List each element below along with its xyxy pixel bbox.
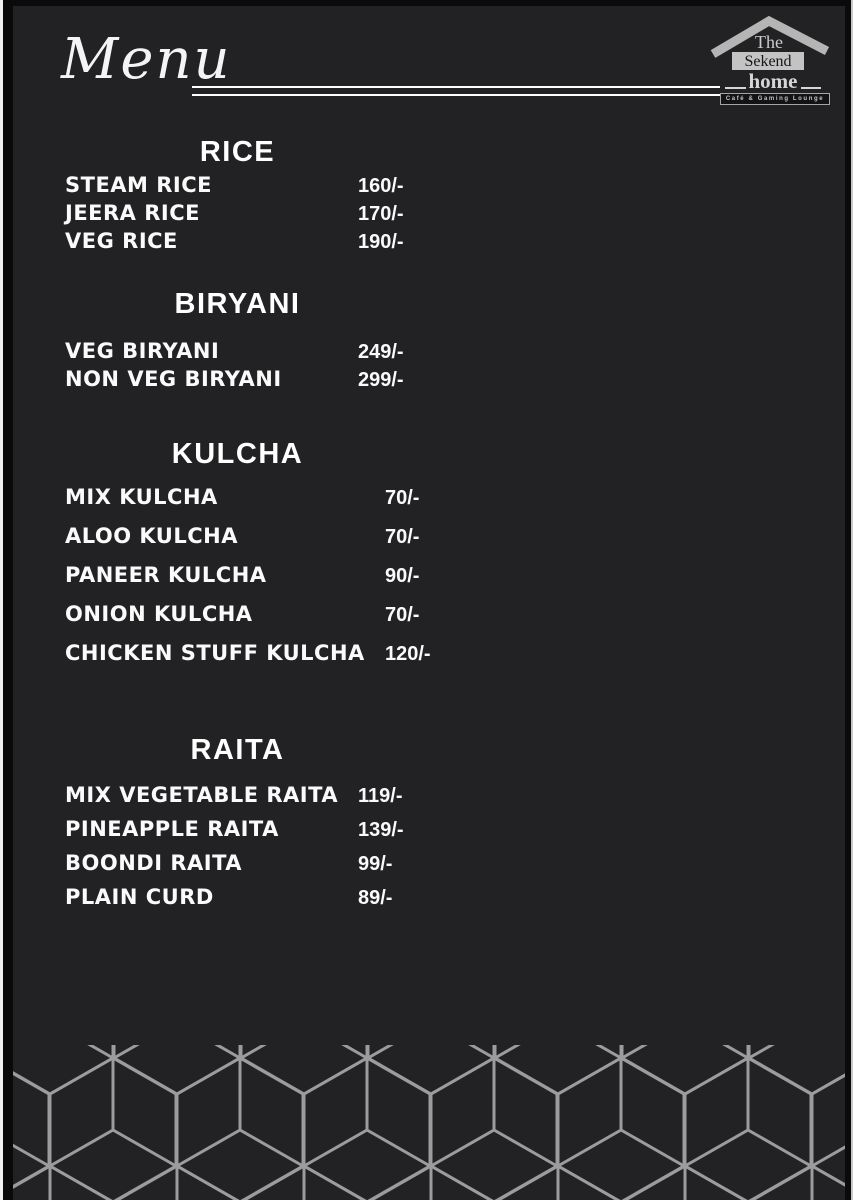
item-label: JEERA RICE — [65, 201, 200, 225]
menu-item — [65, 562, 545, 588]
item-label: VEG BIRYANI — [65, 339, 220, 363]
menu-item — [65, 200, 545, 226]
menu-item — [65, 640, 545, 666]
item-price: 120/- — [385, 643, 431, 665]
menu-sections — [13, 6, 845, 1046]
item-price: 170/- — [358, 203, 404, 225]
section-header-kulcha: KULCHA — [171, 438, 304, 470]
menu-item — [65, 884, 545, 910]
item-price: 160/- — [358, 175, 404, 197]
menu-card — [13, 6, 845, 1200]
brand-name-line2: Sekend — [732, 52, 804, 70]
menu-item — [65, 601, 545, 627]
page-title: Menu — [61, 27, 232, 92]
item-label: BOONDI RAITA — [65, 851, 243, 875]
brand-name-line3: home — [748, 69, 798, 93]
item-label: NON VEG BIRYANI — [65, 367, 282, 391]
item-label: CHICKEN STUFF KULCHA — [65, 641, 365, 665]
cube-pattern — [13, 1045, 845, 1200]
menu-item — [65, 366, 545, 392]
item-price: 70/- — [385, 604, 420, 626]
item-price: 190/- — [358, 231, 404, 253]
menu-item — [65, 228, 545, 254]
item-label: MIX VEGETABLE RAITA — [65, 783, 339, 807]
item-price: 299/- — [358, 369, 404, 391]
section-header-biryani: BIRYANI — [174, 288, 301, 320]
item-price: 139/- — [358, 819, 404, 841]
brand-tagline: Café & Gaming Lounge — [720, 93, 830, 105]
menu-item — [65, 338, 545, 364]
item-price: 119/- — [358, 785, 403, 807]
menu-item — [65, 782, 545, 808]
item-price: 249/- — [358, 341, 404, 363]
brand-name-line1: The — [755, 32, 783, 52]
item-price: 90/- — [385, 565, 420, 587]
section-header-rice: RICE — [199, 136, 276, 168]
item-label: PLAIN CURD — [65, 885, 214, 909]
menu-item — [65, 484, 545, 510]
menu-item — [65, 816, 545, 842]
item-price: 70/- — [385, 487, 420, 509]
item-label: PANEER KULCHA — [65, 563, 267, 587]
menu-item — [65, 172, 545, 198]
item-label: MIX KULCHA — [65, 485, 218, 509]
menu-item — [65, 523, 545, 549]
menu-item — [65, 850, 545, 876]
item-price: 99/- — [358, 853, 393, 875]
scan-edge-left — [0, 0, 3, 1200]
item-price: 70/- — [385, 526, 420, 548]
item-label: PINEAPPLE RAITA — [65, 817, 279, 841]
item-label: STEAM RICE — [65, 173, 212, 197]
item-price: 89/- — [358, 887, 393, 909]
item-label: ALOO KULCHA — [65, 524, 238, 548]
item-label: ONION KULCHA — [65, 602, 253, 626]
section-header-raita: RAITA — [190, 734, 285, 766]
item-label: VEG RICE — [65, 229, 178, 253]
